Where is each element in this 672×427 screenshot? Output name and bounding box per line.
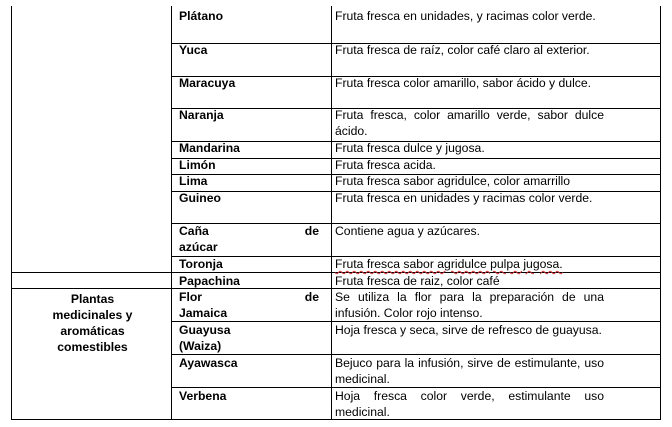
- category-line: Plantas: [70, 292, 115, 306]
- plant-name: [179, 289, 319, 321]
- plant-name-part: de: [304, 290, 319, 304]
- plant-description: Fruta fresca acida.: [335, 158, 436, 172]
- plant-description: Fruta fresca en unidades y racimas color verde.: [335, 191, 593, 205]
- plant-name-part: de: [304, 224, 319, 238]
- plant-name: [179, 223, 319, 255]
- plant-name-part: Guayusa: [179, 323, 231, 337]
- plant-description: Hoja fresca color verde, estimulante uso medicinal.: [335, 389, 604, 419]
- plant-name: [179, 322, 319, 354]
- category-cell: [15, 291, 170, 355]
- plant-description: Fruta fresca en unidades, y racimas color verde.: [335, 9, 596, 23]
- column-divider-1: [171, 6, 172, 420]
- table-border-left: [11, 6, 12, 420]
- category-line: comestibles: [57, 340, 128, 354]
- plant-description: Hoja fresca y seca, sirve de refresco de guayusa.: [335, 323, 602, 337]
- plant-name: Yuca: [179, 43, 208, 57]
- plant-description: Fruta fresca, color amarillo verde, sabor dulce ácido.: [335, 108, 604, 138]
- plant-name: Plátano: [179, 9, 224, 23]
- plant-name: Lima: [179, 174, 208, 188]
- category-line: medicinales y: [52, 308, 133, 322]
- plant-name-part: (Waiza): [179, 339, 222, 353]
- column-divider-2: [331, 6, 332, 420]
- plant-description: Fruta fresca sabor agridulce pulpa jugosa.: [335, 257, 563, 271]
- plant-name: Toronja: [179, 257, 223, 271]
- plant-description: Fruta fresca color amarillo, sabor ácido y dulce.: [335, 76, 592, 90]
- plant-name: Maracuya: [179, 76, 236, 90]
- plant-name-part: Flor: [179, 290, 203, 304]
- plant-name-part: Jamaica: [179, 306, 228, 320]
- plant-description: Fruta fresca de raíz, color café claro al exterior.: [335, 43, 590, 57]
- plant-description: Fruta fresca de raiz, color café: [335, 274, 500, 288]
- plant-description: Se utiliza la flor para la preparación de una infusión. Color rojo intenso.: [335, 290, 604, 320]
- plant-name: Limón: [179, 158, 216, 172]
- plant-description: Fruta fresca sabor agridulce, color amarrillo: [335, 174, 571, 188]
- plant-name: Guineo: [179, 191, 221, 205]
- category-line: aromáticas: [60, 324, 125, 338]
- plant-name: Mandarina: [179, 141, 240, 155]
- plant-name: Ayawasca: [179, 356, 238, 370]
- plant-description: Bejuco para la infusión, sirve de estimulante, uso medicinal.: [335, 356, 604, 386]
- plant-name-part: azúcar: [179, 240, 218, 254]
- plant-name: Verbena: [179, 389, 227, 403]
- table-border-right: [660, 6, 661, 420]
- plant-name: Papachina: [179, 274, 240, 288]
- plant-name: Naranja: [179, 108, 224, 122]
- plant-description: Fruta fresca dulce y jugosa.: [335, 141, 485, 155]
- plant-description: Contiene agua y azúcares.: [335, 224, 480, 238]
- plant-name-part: Caña: [179, 224, 209, 238]
